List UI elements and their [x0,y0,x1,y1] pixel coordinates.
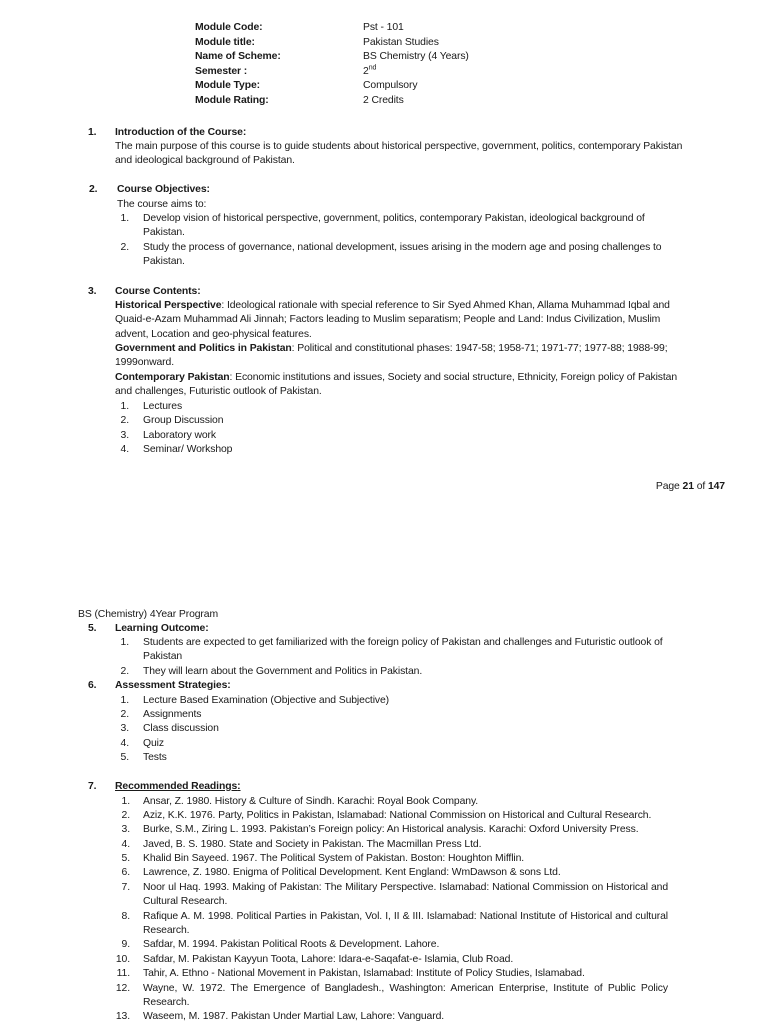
reference-number: 5. [121,853,130,864]
section-paragraph: The main purpose of this course is to guide students about historical perspective, government, politics, contemporary Pakistan and ideological background of Pakistan. [115,141,683,167]
list-item-number: 5. [120,752,129,763]
reference-item: Safdar, M. Pakistan Kayyun Toota, Lahore: Idara-e-Saqafat-e- Islamia, Club Road. [143,954,514,965]
reference-item: Khalid Bin Sayeed. 1967. The Political System of Pakistan. Boston: Houghton Mifflin. [143,853,525,864]
section-number: 1. [88,127,97,138]
reference-item: Noor ul Haq. 1993. Making of Pakistan: The Military Perspective. Islamabad: National Commission on Historical and Cultural Research. [143,882,668,908]
section-heading: Learning Outcome: [115,623,209,634]
section-number: 5. [88,623,97,634]
reference-number: 6. [121,867,130,878]
page-total: 147 [707,481,725,492]
list-item: Seminar/ Workshop [143,444,233,455]
page-current: 21 [682,481,694,492]
list-item: Tests [143,752,167,763]
page-number [656,480,725,494]
reference-item: Rafique A. M. 1998. Political Parties in Pakistan, Vol. I, II & III. Islamabad: National Institute of Historical and cultural Research. [143,911,668,937]
meta-value: BS Chemistry (4 Years) [363,51,469,62]
section-heading: Introduction of the Course: [115,127,247,138]
list-item-number: 2. [120,415,129,426]
section-heading: Recommended Readings: [115,781,241,792]
meta-label: Module title: [195,37,255,48]
meta-row-scheme [195,50,595,64]
meta-label: Module Type: [195,80,260,91]
section-number: 7. [88,781,97,792]
section-number: 6. [88,680,97,691]
reference-item: Lawrence, Z. 1980. Enigma of Political Development. Kent England: WmDawson & sons Ltd. [143,867,561,878]
meta-label: Module Code: [195,22,263,33]
reference-number: 8. [121,911,130,922]
list-item: Lecture Based Examination (Objective and Subjective) [143,695,390,706]
reference-item: Aziz, K.K. 1976. Party, Politics in Pakistan, Islamabad: National Commission on Historical and Cultural Research. [143,810,652,821]
reference-item: Ansar, Z. 1980. History & Culture of Sindh. Karachi: Royal Book Company. [143,796,479,807]
list-item: Study the process of governance, national development, issues arising in the modern age and posing challenges to Pakistan. [143,242,662,268]
section-intro: The course aims to: [117,199,207,210]
list-item-number: 1. [120,401,129,412]
section-number: 3. [88,286,97,297]
section-number: 2. [89,184,98,195]
meta-value: Pakistan Studies [363,37,439,48]
list-item: Quiz [143,738,164,749]
page-header: BS (Chemistry) 4Year Program [78,609,219,620]
semester-suffix: nd [368,64,377,72]
list-item-number: 4. [120,444,129,455]
list-item: Students are expected to get familiarized with the foreign policy of Pakistan and challenges and Futuristic outlook of Pakistan [143,637,663,663]
content-text: Economic institutions and issues, Society and social structure, Ethnicity, Foreign policy of Pakistan and challenges, Futuristic outlook of Pakistan. [115,372,678,398]
reference-number: 11. [116,968,130,979]
reference-number: 2. [121,810,130,821]
list-item-number: 1. [120,213,129,224]
section-heading: Course Contents: [115,286,201,297]
list-item-number: 2. [120,709,129,720]
meta-row-semester [195,65,595,79]
meta-label: Name of Scheme: [195,51,281,62]
meta-value: 2 Credits [363,95,404,106]
meta-value [363,65,376,79]
content-subheading: Historical Perspective [115,300,222,311]
reference-number: 3. [121,824,130,835]
list-item: Group Discussion [143,415,224,426]
reference-number: 9. [121,939,130,950]
list-item: Assignments [143,709,202,720]
list-item: Laboratory work [143,430,217,441]
section-heading: Course Objectives: [117,184,210,195]
list-item: They will learn about the Government and Politics in Pakistan. [143,666,423,677]
list-item-number: 3. [120,723,129,734]
page-word: Page [655,481,680,492]
content-text: Political and constitutional phases: 1947-58; 1958-71; 1971-77; 1977-88; 1988-99; 1999onward. [115,343,668,369]
meta-value: Pst - 101 [363,22,404,33]
content-government: Government and Politics in Pakistan: Political and constitutional phases: 1947-58; 1958-71; 1971-77; 1977-88; 1988-99; 1999onward. [115,343,668,369]
page-of-word: of [696,481,706,492]
list-item-number: 2. [120,242,129,253]
list-item: Class discussion [143,723,219,734]
list-item-number: 1. [120,637,129,648]
meta-row-title [195,36,595,50]
reference-number: 4. [121,839,130,850]
reference-number: 7. [121,882,130,893]
meta-label: Module Rating: [195,95,269,106]
content-subheading: Government and Politics in Pakistan [115,343,292,354]
reference-number: 12. [115,983,130,994]
list-item-number: 3. [120,430,129,441]
list-item: Develop vision of historical perspective, government, politics, contemporary Pakistan, ideological background of Pakistan. [143,213,645,239]
semester-number: 2 [363,66,369,77]
reference-item: Burke, S.M., Ziring L. 1993. Pakistan’s Foreign policy: An Historical analysis. Karachi: Oxford University Press. [143,824,639,835]
content-text: Ideological rationale with special reference to Sir Syed Ahmed Khan, Allama Muhammad Iqbal and Quaid-e-Azam Muhammad Ali Jinnah; Factors leading to Muslim separatism; People and Land: Indus Civilization, Muslim advent, Location and geo-physical features. [115,300,670,340]
list-item-number: 1. [120,695,129,706]
meta-row-type [195,79,595,93]
meta-value: Compulsory [363,80,418,91]
reference-item: Safdar, M. 1994. Pakistan Political Roots & Development. Lahore. [143,939,440,950]
list-item-number: 4. [120,738,129,749]
content-subheading: Contemporary Pakistan [115,372,230,383]
reference-item: Javed, B. S. 1980. State and Society in Pakistan. The Macmillan Press Ltd. [143,839,482,850]
meta-row-rating [195,94,595,108]
reference-item: Wayne, W. 1972. The Emergence of Bangladesh., Washington: American Enterprise, Institute of Public Policy Research. [143,983,668,1009]
meta-row-code [195,21,595,35]
list-item: Lectures [143,401,183,412]
content-contemporary: Contemporary Pakistan: Economic institutions and issues, Society and social structure, Ethnicity, Foreign policy of Pakistan and challenges, Futuristic outlook of Pakistan. [115,372,678,398]
list-item-number: 2. [120,666,129,677]
reference-item: Waseem, M. 1987. Pakistan Under Martial Law, Lahore: Vanguard. [143,1011,445,1022]
section-heading: Assessment Strategies: [115,680,231,691]
reference-number: 13. [115,1011,130,1022]
content-historical: Historical Perspective: Ideological rationale with special reference to Sir Syed Ahmed Khan, Allama Muhammad Iqbal and Quaid-e-Azam Muhammad Ali Jinnah; Factors leading to Muslim separatism; People and Land: Indus Civilization, Muslim advent, Location and geo-physical features. [115,300,670,340]
reference-item: Tahir, A. Ethno - National Movement in Pakistan, Islamabad: Institute of Policy Studies, Islamabad. [143,968,585,979]
reference-number: 10. [115,954,130,965]
reference-number: 1. [121,796,130,807]
meta-label: Semester : [195,66,248,77]
